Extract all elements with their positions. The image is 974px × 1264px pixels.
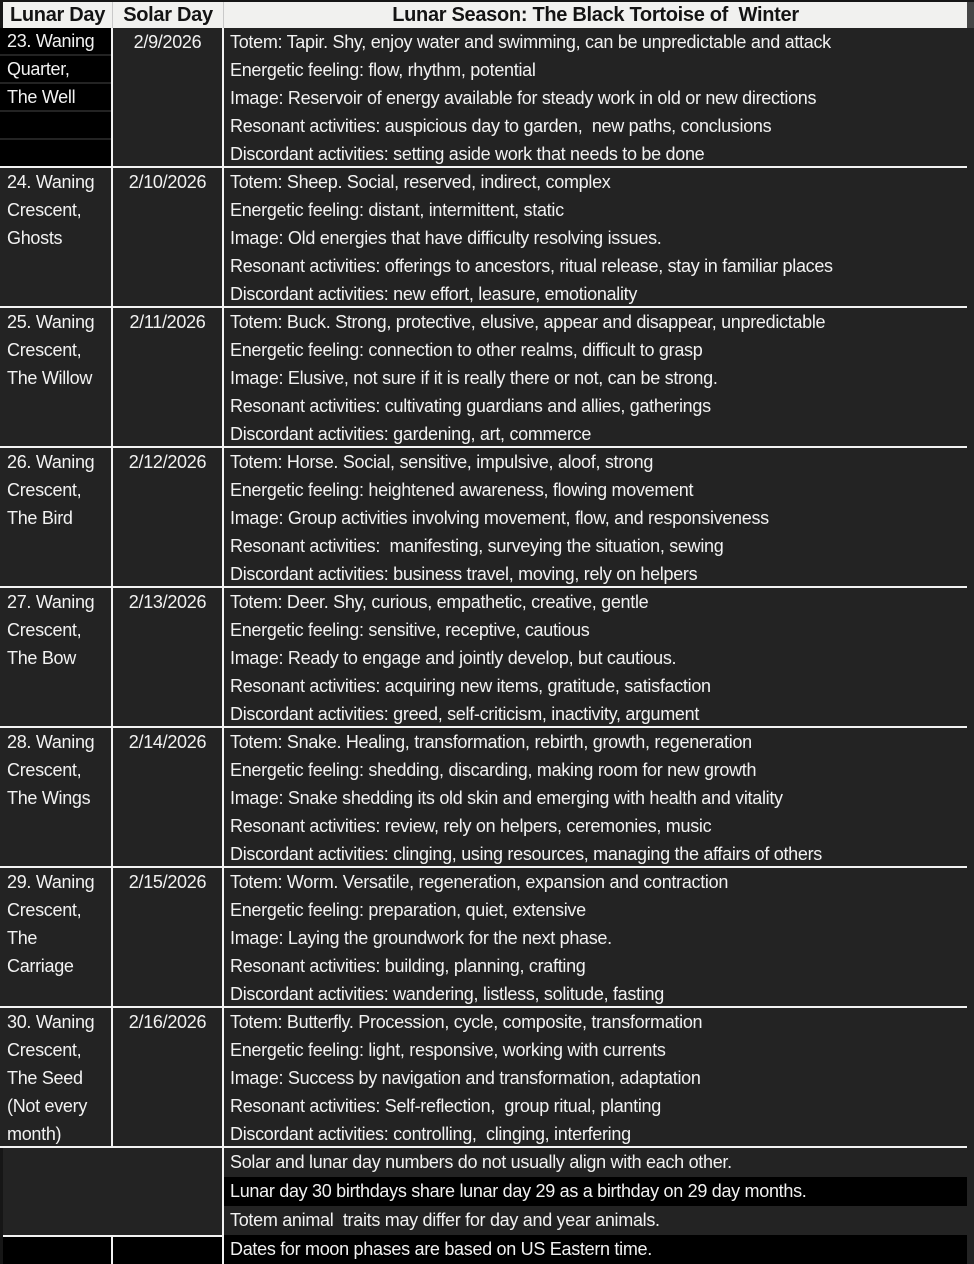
footer-black-cell-solar <box>113 1237 222 1264</box>
lunar-day-cell <box>0 168 113 306</box>
lunar-day-line: 29. Waning <box>7 872 95 892</box>
detail-line: Resonant activities: cultivating guardians and allies, gatherings <box>230 396 711 416</box>
solar-day-cell <box>113 588 224 726</box>
column-header-lunar-day: Lunar Day <box>0 2 113 28</box>
detail-line: Energetic feeling: shedding, discarding, making room for new growth <box>230 760 757 780</box>
detail-line: Totem: Horse. Social, sensitive, impulsive, aloof, strong <box>230 452 654 472</box>
solar-date: 2/16/2026 <box>128 1012 207 1032</box>
lunar-day-row <box>0 588 967 728</box>
footer-note: Totem animal traits may differ for day and year animals. <box>230 1210 660 1230</box>
lunar-day-cell <box>0 308 113 446</box>
lunar-day-line: Crescent, <box>7 480 82 500</box>
detail-line: Totem: Deer. Shy, curious, empathetic, creative, gentle <box>230 592 649 612</box>
detail-line: Image: Success by navigation and transformation, adaptation <box>230 1068 701 1088</box>
season-details-cell <box>224 168 967 306</box>
detail-line: Discordant activities: new effort, leasure, emotionality <box>230 284 638 304</box>
lunar-day-row <box>0 728 967 868</box>
lunar-day-line: The Wings <box>7 788 91 808</box>
detail-line: Energetic feeling: connection to other realms, difficult to grasp <box>230 340 703 360</box>
detail-line: Image: Group activities involving movement, flow, and responsiveness <box>230 508 769 528</box>
lunar-day-line: Crescent, <box>7 760 82 780</box>
detail-line: Discordant activities: clinging, using resources, managing the affairs of others <box>230 844 822 864</box>
solar-day-cell <box>113 168 224 306</box>
footer-black-row <box>3 1235 222 1264</box>
detail-line: Resonant activities: Self-reflection, group ritual, planting <box>230 1096 661 1116</box>
season-details-cell <box>224 588 967 726</box>
table-header-row <box>0 0 974 28</box>
solar-date: 2/10/2026 <box>128 172 207 192</box>
season-details-cell <box>224 868 967 1006</box>
lunar-day-line: Crescent, <box>7 200 82 220</box>
footer-left-cells <box>0 1148 224 1264</box>
footer-note: Lunar day 30 birthdays share lunar day 29 as a birthday on 29 day months. <box>224 1177 967 1206</box>
solar-day-cell <box>113 868 224 1006</box>
detail-line: Resonant activities: manifesting, surveying the situation, sewing <box>230 536 724 556</box>
lunar-day-line: The Bird <box>7 508 73 528</box>
detail-line: Resonant activities: review, rely on helpers, ceremonies, music <box>230 816 712 836</box>
lunar-day-line: 25. Waning <box>7 312 95 332</box>
lunar-day-line: Crescent, <box>7 620 82 640</box>
detail-line: Resonant activities: building, planning, crafting <box>230 956 586 976</box>
detail-line: Discordant activities: setting aside work that needs to be done <box>230 144 705 164</box>
lunar-day-line: 24. Waning <box>7 172 95 192</box>
lunar-day-cell <box>0 448 113 586</box>
lunar-day-row <box>0 28 967 168</box>
detail-line: Image: Elusive, not sure if it is really there or not, can be strong. <box>230 368 718 388</box>
season-details-cell <box>224 28 967 166</box>
lunar-day-line: 30. Waning <box>7 1012 95 1032</box>
lunar-day-row <box>0 168 967 308</box>
detail-line: Energetic feeling: preparation, quiet, extensive <box>230 900 586 920</box>
detail-line: Energetic feeling: flow, rhythm, potential <box>230 60 536 80</box>
footer-note: Dates for moon phases are based on US Eastern time. <box>224 1235 967 1264</box>
lunar-day-line: (Not every <box>7 1096 88 1116</box>
detail-line: Discordant activities: wandering, listless, solitude, fasting <box>230 984 664 1004</box>
solar-date: 2/11/2026 <box>129 312 206 332</box>
lunar-day-row <box>0 448 967 588</box>
solar-date: 2/9/2026 <box>133 32 202 52</box>
header-right-margin <box>967 2 974 28</box>
detail-line: Image: Ready to engage and jointly develop, but cautious. <box>230 648 677 668</box>
footer-empty-cell <box>3 1148 222 1235</box>
solar-day-cell <box>113 448 224 586</box>
detail-line: Energetic feeling: light, responsive, working with currents <box>230 1040 666 1060</box>
lunar-day-line: The Seed <box>7 1068 83 1088</box>
lunar-day-line: month) <box>7 1124 62 1144</box>
lunar-day-line: Crescent, <box>7 1040 82 1060</box>
lunar-day-line: 23. Waning <box>0 28 111 54</box>
detail-line: Image: Snake shedding its old skin and emerging with health and vitality <box>230 788 783 808</box>
solar-date: 2/13/2026 <box>128 592 207 612</box>
detail-line: Resonant activities: acquiring new items, gratitude, satisfaction <box>230 676 711 696</box>
season-details-cell <box>224 1008 967 1146</box>
detail-line: Discordant activities: greed, self-criticism, inactivity, argument <box>230 704 700 724</box>
detail-line: Totem: Worm. Versatile, regeneration, expansion and contraction <box>230 872 729 892</box>
lunar-day-line: 28. Waning <box>7 732 95 752</box>
lunar-day-line: The Well <box>0 84 111 110</box>
lunar-day-line: 27. Waning <box>7 592 95 612</box>
detail-line: Discordant activities: business travel, moving, rely on helpers <box>230 564 698 584</box>
detail-line: Energetic feeling: heightened awareness, flowing movement <box>230 480 694 500</box>
column-header-lunar-season: Lunar Season: The Black Tortoise of Winter <box>224 2 967 28</box>
lunar-day-cell <box>0 588 113 726</box>
footer-note: Solar and lunar day numbers do not usually align with each other. <box>230 1152 732 1172</box>
lunar-day-line <box>0 112 111 138</box>
detail-line: Totem: Buck. Strong, protective, elusive, appear and disappear, unpredictable <box>230 312 826 332</box>
lunar-day-cell <box>0 28 113 166</box>
lunar-day-line: The Willow <box>7 368 93 388</box>
solar-day-cell <box>113 728 224 866</box>
lunar-day-line: The <box>7 928 38 948</box>
detail-line: Image: Old energies that have difficulty resolving issues. <box>230 228 662 248</box>
detail-line: Totem: Snake. Healing, transformation, rebirth, growth, regeneration <box>230 732 752 752</box>
detail-line: Totem: Tapir. Shy, enjoy water and swimming, can be unpredictable and attack <box>230 32 831 52</box>
lunar-day-cell <box>0 1008 113 1146</box>
table-footer <box>0 1148 967 1264</box>
lunar-day-cell <box>0 728 113 866</box>
lunar-day-line: Carriage <box>7 956 74 976</box>
lunar-day-cell <box>0 868 113 1006</box>
detail-line: Image: Laying the groundwork for the next phase. <box>230 928 612 948</box>
lunar-day-line: 26. Waning <box>7 452 95 472</box>
season-details-cell <box>224 308 967 446</box>
footer-black-cell-lunar <box>3 1237 113 1264</box>
lunar-day-row <box>0 308 967 448</box>
detail-line: Resonant activities: auspicious day to garden, new paths, conclusions <box>230 116 772 136</box>
detail-line: Energetic feeling: distant, intermittent, static <box>230 200 564 220</box>
lunar-day-line: The Bow <box>7 648 76 668</box>
lunar-day-row <box>0 1008 967 1148</box>
lunar-day-row <box>0 868 967 1008</box>
detail-line: Discordant activities: gardening, art, commerce <box>230 424 592 444</box>
solar-date: 2/14/2026 <box>128 732 207 752</box>
detail-line: Totem: Butterfly. Procession, cycle, composite, transformation <box>230 1012 703 1032</box>
lunar-day-line: Quarter, <box>0 56 111 82</box>
solar-day-cell <box>113 1008 224 1146</box>
lunar-day-line: Crescent, <box>7 340 82 360</box>
solar-day-cell <box>113 28 224 166</box>
detail-line: Resonant activities: offerings to ancestors, ritual release, stay in familiar places <box>230 256 833 276</box>
detail-line: Totem: Sheep. Social, reserved, indirect, complex <box>230 172 611 192</box>
detail-line: Discordant activities: controlling, clinging, interfering <box>230 1124 631 1144</box>
lunar-day-line: Crescent, <box>7 900 82 920</box>
footer-notes <box>224 1148 967 1264</box>
solar-date: 2/12/2026 <box>128 452 207 472</box>
detail-line: Image: Reservoir of energy available for steady work in old or new directions <box>230 88 817 108</box>
column-header-solar-day: Solar Day <box>113 2 224 28</box>
detail-line: Energetic feeling: sensitive, receptive, cautious <box>230 620 590 640</box>
season-details-cell <box>224 448 967 586</box>
solar-day-cell <box>113 308 224 446</box>
solar-date: 2/15/2026 <box>128 872 207 892</box>
table-body <box>0 28 974 1148</box>
lunar-day-line: Ghosts <box>7 228 63 248</box>
season-details-cell <box>224 728 967 866</box>
lunar-day-line <box>0 140 111 166</box>
